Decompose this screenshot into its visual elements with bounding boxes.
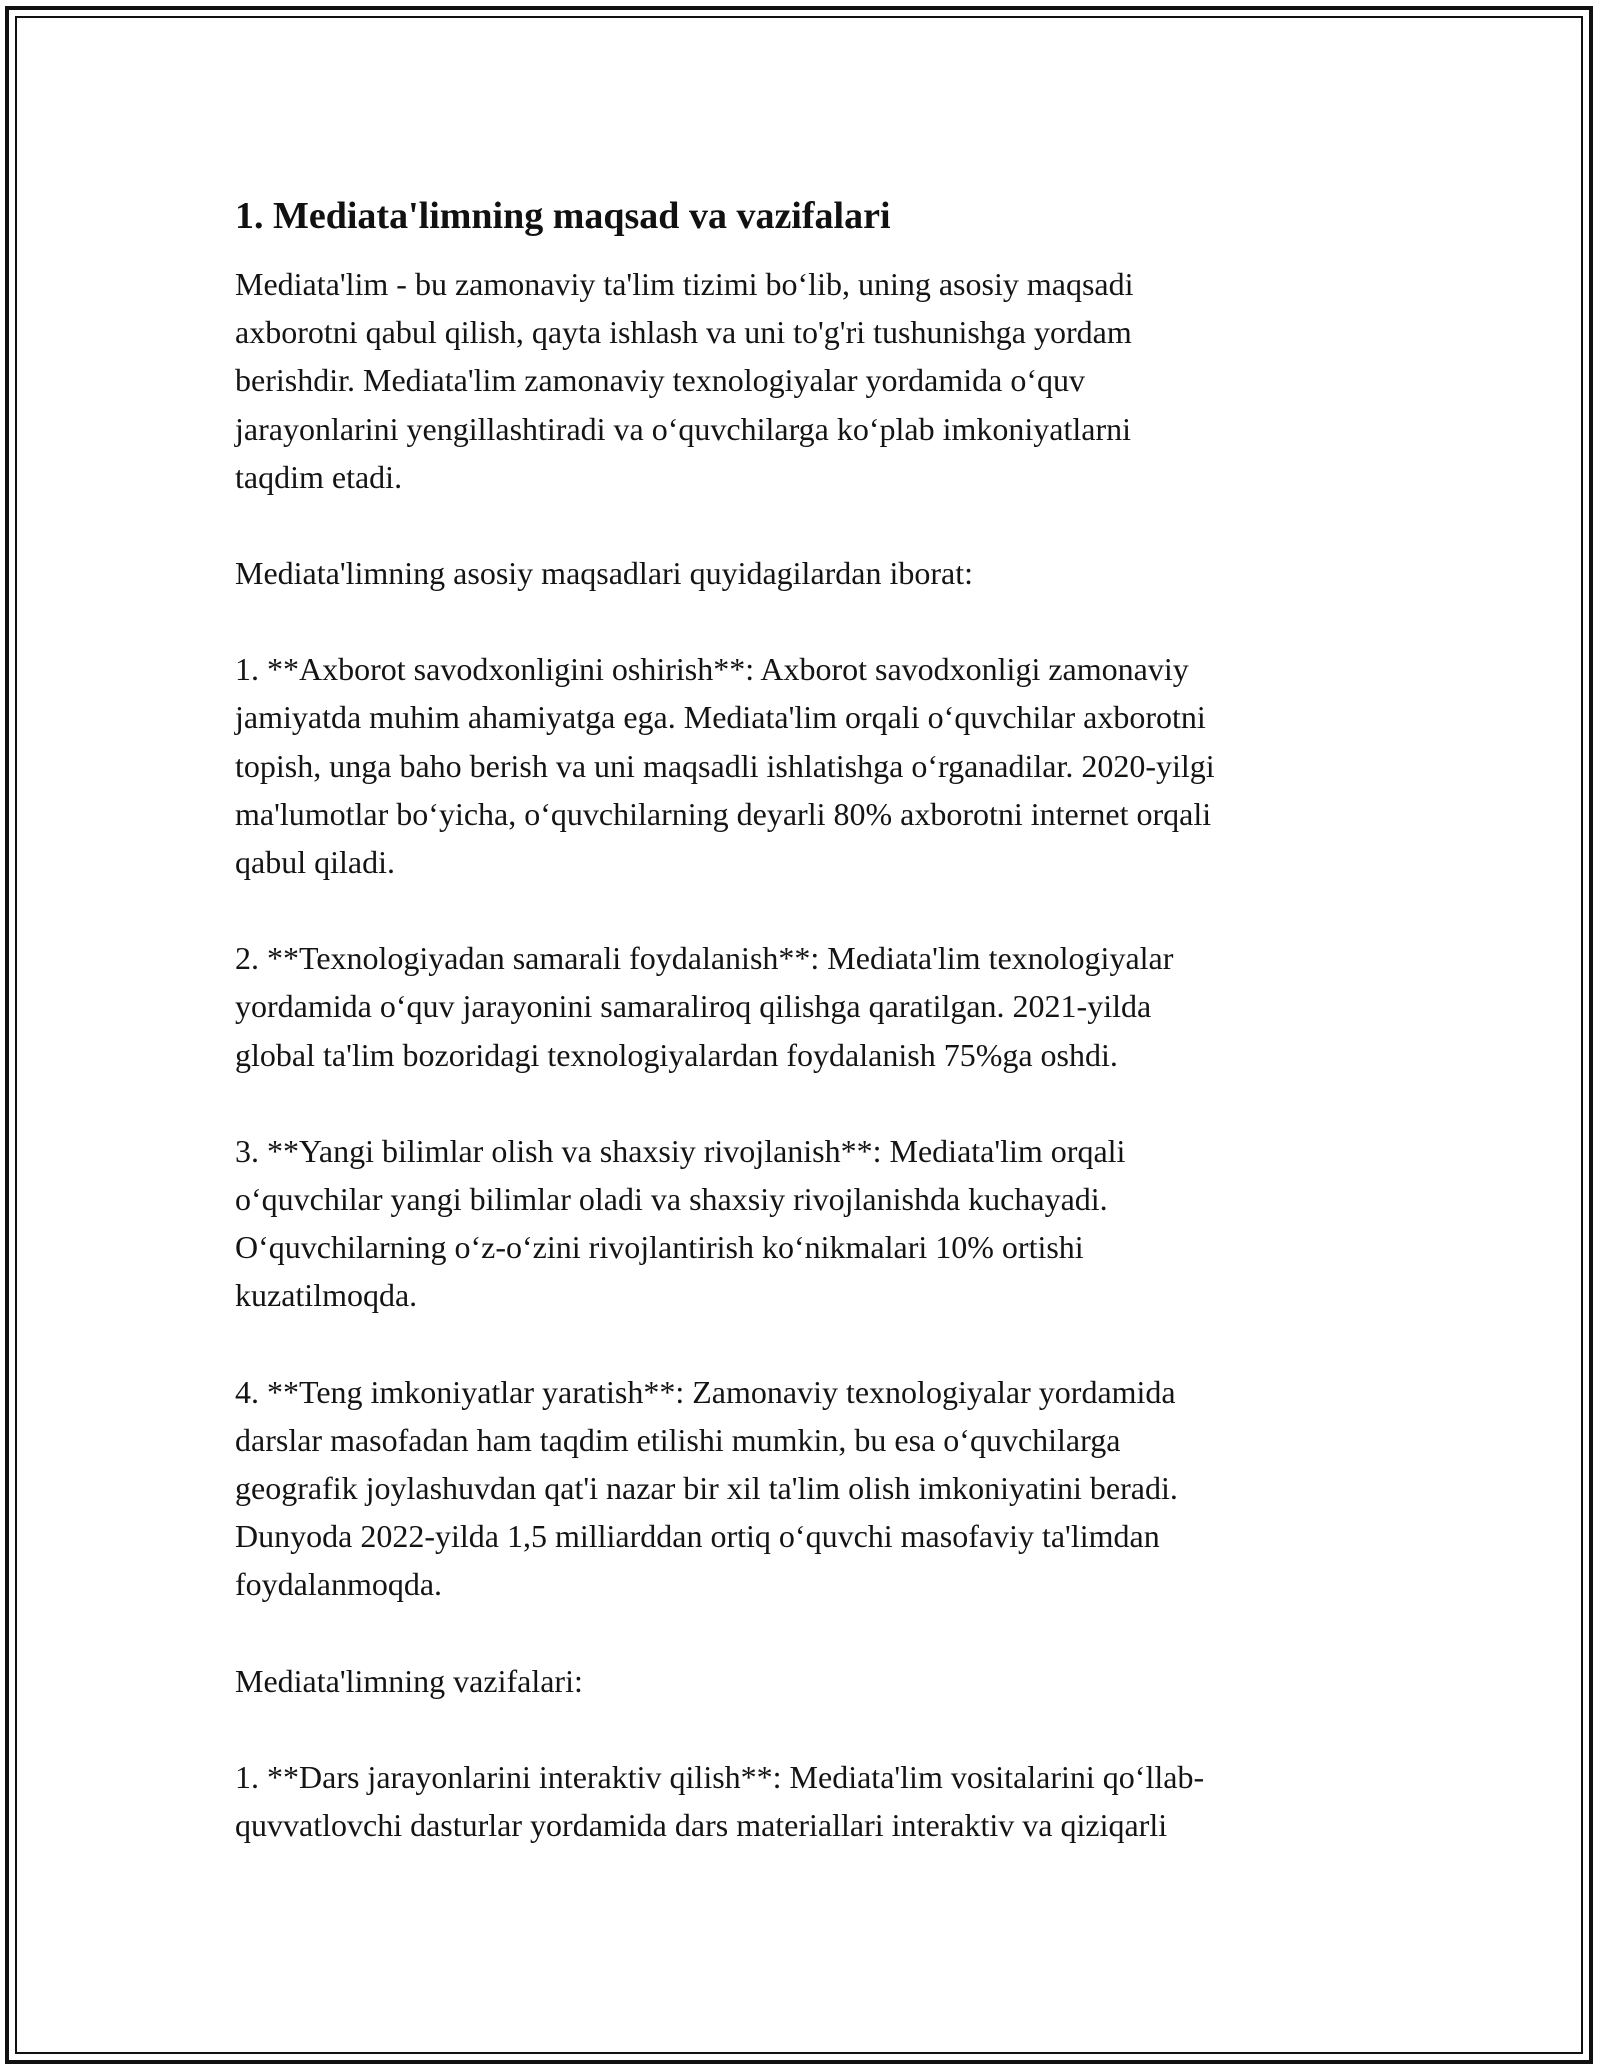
- section-heading: 1. Mediata'limning maqsad va vazifalari: [235, 195, 891, 237]
- goal-item-2: 2. **Texnologiyadan samarali foydalanish**: Mediata'lim texnologiyalar yordamida o‘quv jarayonini samaraliroq qilishga qaratilgan. 2021-yilda global ta'lim bozoridagi texnologiyalardan foydalanish 75%ga oshdi.: [235, 940, 1174, 1073]
- goal-item-1: 1. **Axborot savodxonligini oshirish**: Axborot savodxonligi zamonaviy jamiyatda muhim ahamiyatga ega. Mediata'lim orqali o‘quvchilar axborotni topish, unga baho berish va uni maqsadli ishlatishga o‘rganadilar. 2020-yilgi ma'lumotlar bo‘yicha, o‘quvchilarning deyarli 80% axborotni internet orqali qabul qiladi.: [235, 651, 1215, 881]
- document-body: [235, 184, 1385, 1849]
- tasks-intro-paragraph: Mediata'limning vazifalari:: [235, 1662, 583, 1699]
- goal-item-3: 3. **Yangi bilimlar olish va shaxsiy rivojlanish**: Mediata'lim orqali o‘quvchilar yangi bilimlar oladi va shaxsiy rivojlanishda kuchayadi. O‘quvchilarning o‘z-o‘zini rivojlantirish ko‘nikmalari 10% ortishi kuzatilmoqda.: [235, 1132, 1126, 1314]
- goals-intro-paragraph: Mediata'limning asosiy maqsadlari quyidagilardan iborat:: [235, 555, 974, 592]
- intro-paragraph: Mediata'lim - bu zamonaviy ta'lim tizimi bo‘lib, uning asosiy maqsadi axborotni qabul qilish, qayta ishlash va uni to'g'ri tushunishga yordam berishdir. Mediata'lim zamonaviy texnologiyalar yordamida o‘quv jarayonlarini yengillashtiradi va o‘quvchilarga ko‘plab imkoniyatlarni taqdim etadi.: [235, 266, 1134, 495]
- goal-item-4: 4. **Teng imkoniyatlar yaratish**: Zamonaviy texnologiyalar yordamida darslar masofadan ham taqdim etilishi mumkin, bu esa o‘quvchilarga geografik joylashuvdan qat'i nazar bir xil ta'lim olish imkoniyatini beradi. Dunyoda 2022-yilda 1,5 milliarddan ortiq o‘quvchi masofaviy ta'limdan foydalanmoqda.: [235, 1373, 1178, 1603]
- task-item-1: 1. **Dars jarayonlarini interaktiv qilish**: Mediata'lim vositalarini qo‘llab- quvvatlovchi dasturlar yordamida dars materiallari interaktiv va qiziqarli: [235, 1758, 1205, 1844]
